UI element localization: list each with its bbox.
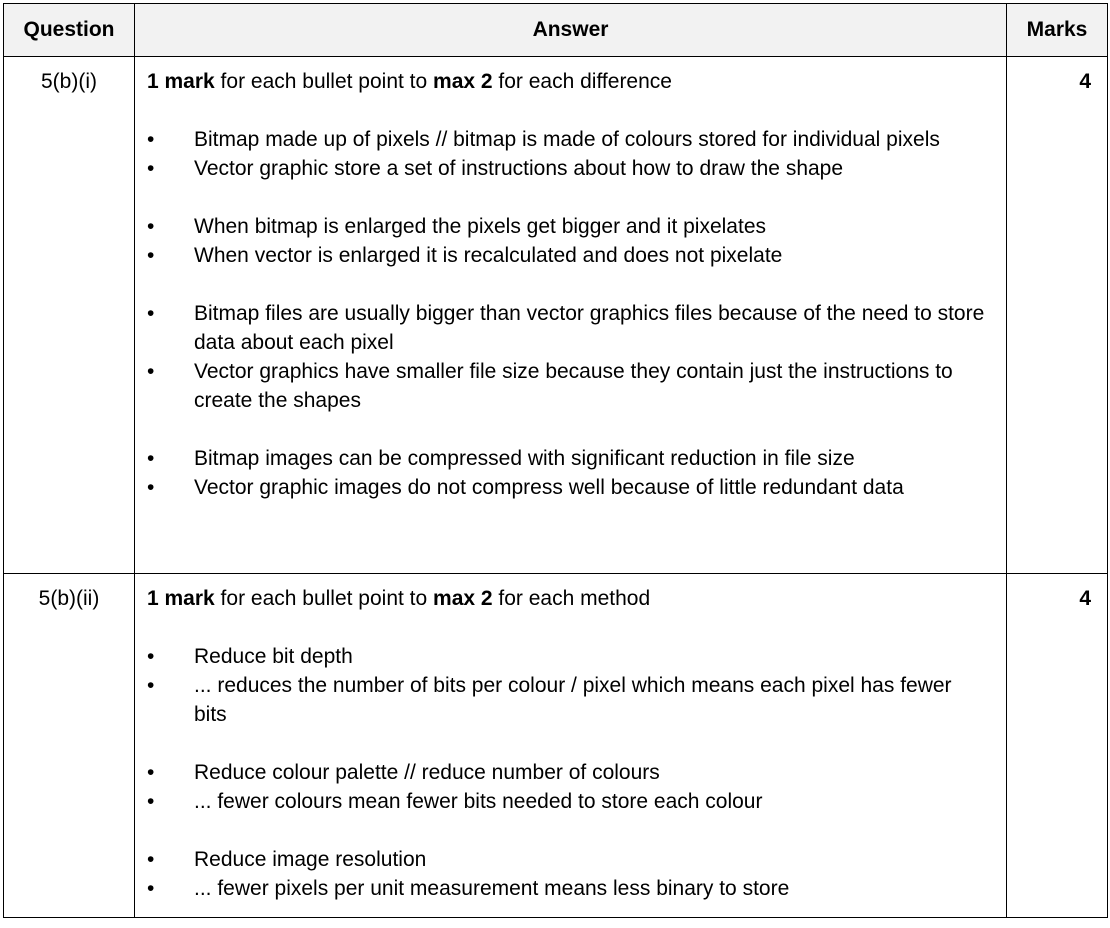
intro-text: for each bullet point to xyxy=(214,70,434,93)
bullet-group xyxy=(147,642,986,729)
bullet-group xyxy=(147,758,986,816)
bullet-group xyxy=(147,444,986,502)
intro-text: for each difference xyxy=(492,70,672,93)
bullet-group xyxy=(147,845,986,903)
question-number: 5(b)(ii) xyxy=(4,574,135,918)
intro-text: for each method xyxy=(492,587,651,610)
bullet-point: • ... fewer pixels per unit measurement means less binary to store xyxy=(147,874,986,903)
marks-value: 4 xyxy=(1007,574,1108,918)
intro-text: for each bullet point to xyxy=(214,587,434,610)
answer-intro xyxy=(147,584,986,613)
answer-header: Answer xyxy=(135,4,1007,57)
marks-header: Marks xyxy=(1007,4,1108,57)
intro-bold-mark: 1 mark xyxy=(147,70,215,93)
answer-cell xyxy=(135,574,1007,918)
intro-bold-max: max 2 xyxy=(433,70,493,93)
table-row xyxy=(4,57,1108,574)
bullet-point: • Reduce bit depth xyxy=(147,642,986,671)
bullet-point: • Reduce colour palette // reduce number of colours xyxy=(147,758,986,787)
table-row xyxy=(4,574,1108,918)
mark-scheme-table xyxy=(3,3,1108,918)
intro-bold-max: max 2 xyxy=(433,587,493,610)
bullet-point: • ... fewer colours mean fewer bits needed to store each colour xyxy=(147,787,986,816)
bullet-point: • Reduce image resolution xyxy=(147,845,986,874)
bullet-group xyxy=(147,125,986,183)
question-header: Question xyxy=(4,4,135,57)
bullet-group xyxy=(147,212,986,270)
bullet-point: • Bitmap files are usually bigger than vector graphics files because of the need to store data about each pixel xyxy=(147,299,986,357)
bullet-point: • When bitmap is enlarged the pixels get bigger and it pixelates xyxy=(147,212,986,241)
bullet-point: • Vector graphic images do not compress well because of little redundant data xyxy=(147,473,986,502)
bullet-point: • Vector graphic store a set of instructions about how to draw the shape xyxy=(147,154,986,183)
bullet-point: • Bitmap images can be compressed with significant reduction in file size xyxy=(147,444,986,473)
bullet-point: • ... reduces the number of bits per colour / pixel which means each pixel has fewer bits xyxy=(147,671,986,729)
marks-value: 4 xyxy=(1007,57,1108,574)
intro-bold-mark: 1 mark xyxy=(147,587,215,610)
answer-cell xyxy=(135,57,1007,574)
bullet-point: • Bitmap made up of pixels // bitmap is made of colours stored for individual pixels xyxy=(147,125,986,154)
bullet-point: • Vector graphics have smaller file size because they contain just the instructions to create the shapes xyxy=(147,357,986,415)
header-row xyxy=(4,4,1108,57)
bullet-group xyxy=(147,299,986,415)
answer-intro xyxy=(147,67,986,96)
question-number: 5(b)(i) xyxy=(4,57,135,574)
bullet-point: • When vector is enlarged it is recalculated and does not pixelate xyxy=(147,241,986,270)
